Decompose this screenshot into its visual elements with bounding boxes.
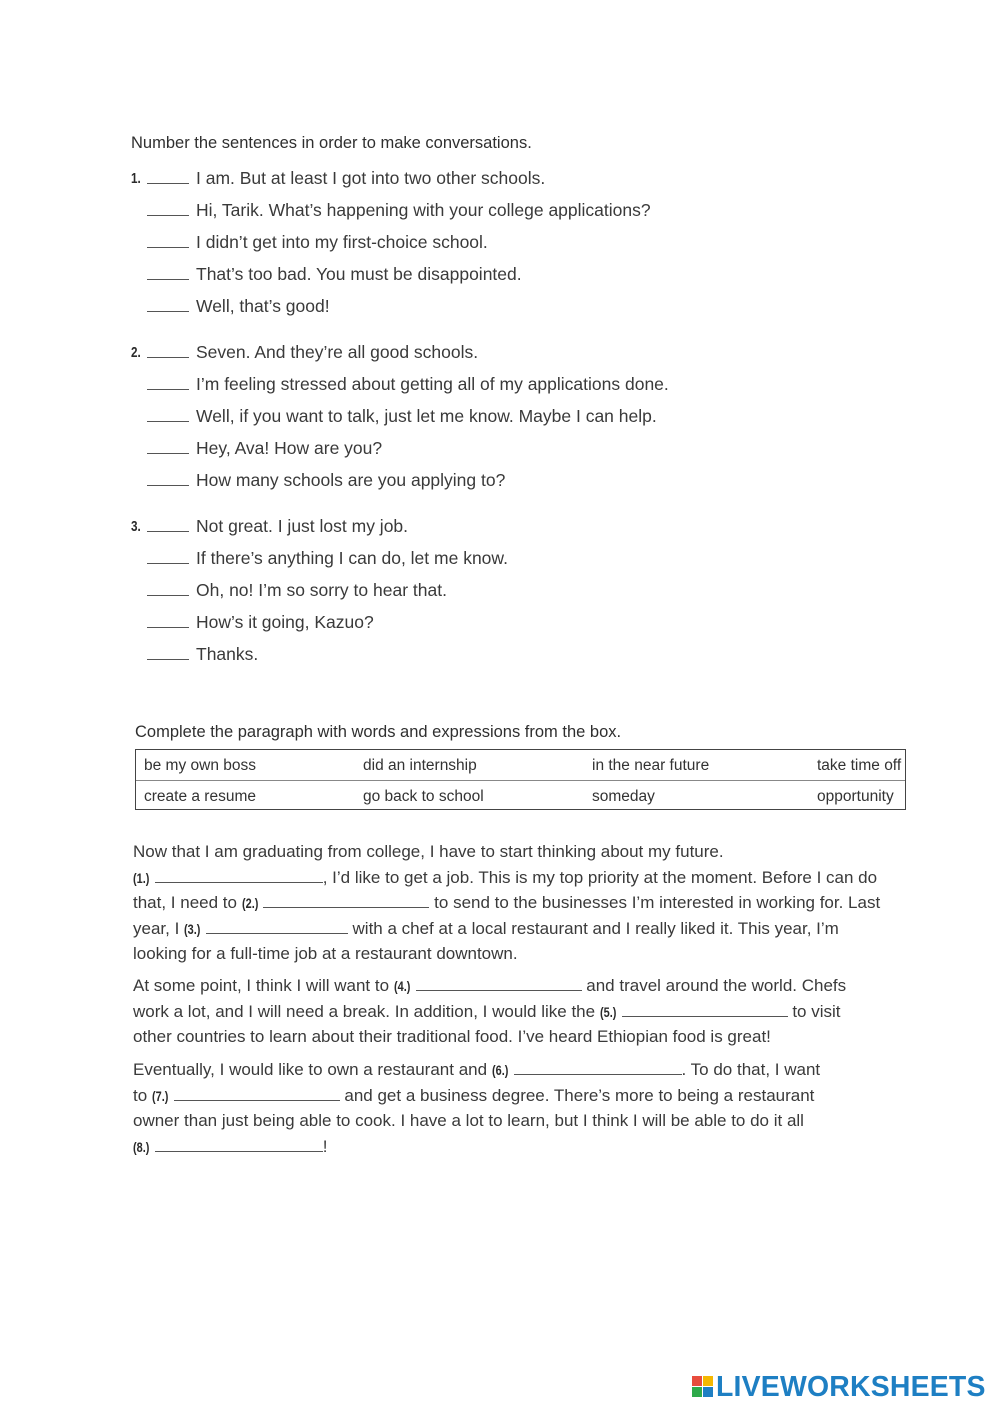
answer-blank-7[interactable] bbox=[174, 1085, 340, 1101]
group-number: 1. bbox=[131, 170, 141, 187]
answer-blank[interactable] bbox=[147, 233, 189, 248]
paragraph-3 bbox=[133, 1057, 820, 1159]
word-box-item: someday bbox=[592, 788, 655, 805]
blank-number: (1.) bbox=[133, 869, 150, 886]
answer-blank-1[interactable] bbox=[155, 867, 323, 883]
answer-blank-5[interactable] bbox=[622, 1001, 788, 1017]
exercise1-instruction: Number the sentences in order to make conversations. bbox=[131, 134, 532, 152]
answer-blank[interactable] bbox=[147, 201, 189, 216]
sentence-line: How many schools are you applying to? bbox=[147, 469, 505, 491]
sentence-line: Not great. I just lost my job. bbox=[147, 515, 408, 537]
blank-number: (8.) bbox=[133, 1138, 150, 1155]
sentence-line: If there’s anything I can do, let me know. bbox=[147, 547, 508, 569]
sentence-line: Hi, Tarik. What’s happening with your college applications? bbox=[147, 199, 651, 221]
answer-blank[interactable] bbox=[147, 439, 189, 454]
paragraph-line: work a lot, and I will need a break. In addition, I would like the (5.) to visit bbox=[133, 999, 846, 1025]
liveworksheets-logo-icon bbox=[692, 1376, 714, 1398]
answer-blank-2[interactable] bbox=[263, 892, 429, 908]
answer-blank[interactable] bbox=[147, 645, 189, 660]
sentence-line: Seven. And they’re all good schools. bbox=[147, 341, 478, 363]
blank-number: (2.) bbox=[241, 895, 259, 911]
answer-blank[interactable] bbox=[147, 613, 189, 628]
word-box-item: in the near future bbox=[592, 757, 710, 774]
paragraph-2 bbox=[133, 973, 846, 1050]
logo-text: LIVEWORKSHEETS bbox=[716, 1370, 986, 1403]
liveworksheets-logo[interactable] bbox=[692, 1372, 991, 1402]
word-box-item: opportunity bbox=[817, 788, 894, 805]
word-box-item: create a resume bbox=[144, 788, 256, 805]
sentence-line: Well, if you want to talk, just let me know. Maybe I can help. bbox=[147, 405, 657, 427]
sentence-line: I didn’t get into my first-choice school. bbox=[147, 231, 488, 253]
paragraph-line: that, I need to (2.) to send to the businesses I’m interested in working for. Last bbox=[133, 890, 880, 916]
answer-blank-6[interactable] bbox=[514, 1059, 682, 1075]
answer-blank-3[interactable] bbox=[206, 918, 348, 934]
sentence-line: Hey, Ava! How are you? bbox=[147, 437, 382, 459]
paragraph-line: (1.) , I’d like to get a job. This is my top priority at the moment. Before I can do bbox=[133, 865, 880, 891]
paragraph-line: owner than just being able to cook. I have a lot to learn, but I think I will be able to do it all bbox=[133, 1111, 804, 1130]
sentence-line: I am. But at least I got into two other schools. bbox=[147, 167, 545, 189]
answer-blank[interactable] bbox=[147, 517, 189, 532]
word-box-divider bbox=[136, 780, 905, 781]
answer-blank-4[interactable] bbox=[416, 975, 582, 991]
blank-number: (3.) bbox=[184, 920, 201, 937]
answer-blank[interactable] bbox=[147, 265, 189, 280]
paragraph-line: looking for a full-time job at a restaurant downtown. bbox=[133, 944, 518, 963]
blank-number: (7.) bbox=[151, 1087, 169, 1104]
sentence-line: Well, that’s good! bbox=[147, 295, 330, 317]
answer-blank[interactable] bbox=[147, 581, 189, 596]
sentence-line: How’s it going, Kazuo? bbox=[147, 611, 374, 633]
paragraph-line: other countries to learn about their traditional food. I’ve heard Ethiopian food is great! bbox=[133, 1027, 771, 1046]
answer-blank[interactable] bbox=[147, 297, 189, 312]
paragraph-line: year, I (3.) with a chef at a local restaurant and I really liked it. This year, I’m bbox=[133, 916, 880, 942]
sentence-line: That’s too bad. You must be disappointed. bbox=[147, 263, 522, 285]
sentence-line: Oh, no! I’m so sorry to hear that. bbox=[147, 579, 447, 601]
word-box-item: be my own boss bbox=[144, 757, 256, 774]
answer-blank[interactable] bbox=[147, 549, 189, 564]
word-box-item: did an internship bbox=[363, 757, 477, 774]
word-box-item: go back to school bbox=[363, 788, 484, 805]
answer-blank[interactable] bbox=[147, 375, 189, 390]
group-number: 2. bbox=[131, 344, 141, 361]
sentence-line: Thanks. bbox=[147, 643, 258, 665]
paragraph-line: Eventually, I would like to own a restaurant and (6.) . To do that, I want bbox=[133, 1057, 820, 1083]
sentence-line: I’m feeling stressed about getting all of my applications done. bbox=[147, 373, 669, 395]
word-box-item: take time off bbox=[817, 757, 902, 774]
answer-blank[interactable] bbox=[147, 407, 189, 422]
paragraph-line: to (7.) and get a business degree. There’s more to being a restaurant bbox=[133, 1083, 820, 1109]
group-number: 3. bbox=[131, 518, 141, 535]
blank-number: (4.) bbox=[393, 978, 411, 994]
answer-blank-8[interactable] bbox=[155, 1136, 323, 1152]
blank-number: (6.) bbox=[491, 1062, 509, 1078]
answer-blank[interactable] bbox=[147, 169, 189, 184]
paragraph-1 bbox=[133, 839, 880, 967]
answer-blank[interactable] bbox=[147, 471, 189, 486]
word-box bbox=[135, 749, 906, 810]
paragraph-line: At some point, I think I will want to (4.) and travel around the world. Chefs bbox=[133, 973, 846, 999]
paragraph-line: (8.) ! bbox=[133, 1134, 820, 1160]
exercise2-instruction: Complete the paragraph with words and expressions from the box. bbox=[135, 723, 622, 741]
blank-number: (5.) bbox=[599, 1003, 617, 1020]
paragraph-line: Now that I am graduating from college, I have to start thinking about my future. bbox=[133, 842, 724, 861]
answer-blank[interactable] bbox=[147, 343, 189, 358]
